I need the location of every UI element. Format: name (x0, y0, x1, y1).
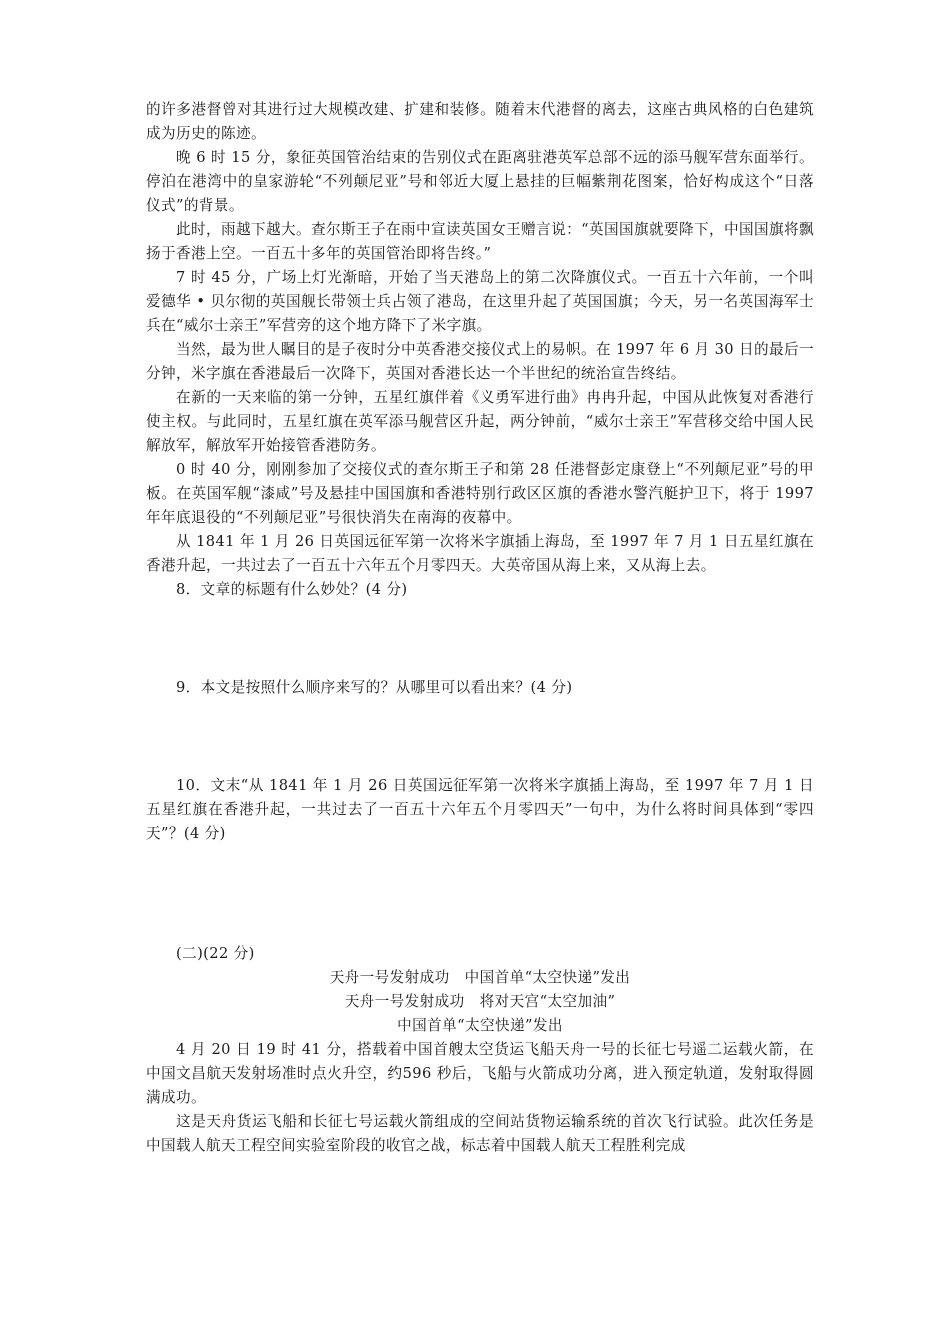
document-page (146, 98, 814, 1158)
question-9: 9．本文是按照什么顺序来写的？从哪里可以看出来？(4 分) (176, 679, 573, 696)
passage-paragraph: 从 1841 年 1 月 26 日英国远征军第一次将米字旗插上海岛，至 1997 年 7 月 1 日五星红旗在香港升起，一共过去了一百五十六年五个月零四天。大英帝国从海上来，又从海上去。 (146, 533, 814, 574)
article-paragraph: 这是天舟货运飞船和长征七号运载火箭组成的空间站货物运输系统的首次飞行试验。此次任务是中国载人航天工程空间实验室阶段的收官之战，标志着中国载人航天工程胜利完成 (146, 1113, 814, 1154)
passage-paragraph: 当然，最为世人瞩目的是子夜时分中英香港交接仪式上的易帜。在 1997 年 6 月 30 日的最后一分钟，米字旗在香港最后一次降下，英国对香港长达一个半世纪的统治宣告终结。 (146, 341, 814, 382)
question-10: 10．文末“从 1841 年 1 月 26 日英国远征军第一次将米字旗插上海岛，至 1997 年 7 月 1 日五星红旗在香港升起，一共过去了一百五十六年五个月零四天”一句中，为什么将时间具体到“零四天”？(4 分) (146, 777, 814, 842)
article-paragraph: 4 月 20 日 19 时 41 分，搭载着中国首艘太空货运飞船天舟一号的长征七号遥二运载火箭，在中国文昌航天发射场准时点火升空，约596 秒后，飞船与火箭成功分离，进入预定轨道，发射取得圆满成功。 (146, 1041, 814, 1106)
question-8: 8．文章的标题有什么妙处？(4 分) (176, 581, 408, 598)
passage-paragraph: 此时，雨越下越大。查尔斯王子在雨中宣读英国女王赠言说：“英国国旗就要降下，中国国旗将飘扬于香港上空。一百五十多年的英国管治即将告终。” (146, 221, 814, 262)
article-title-2: 天舟一号发射成功 将对天宫“太空加油” (344, 993, 616, 1010)
article-title-1: 天舟一号发射成功 中国首单“太空快递”发出 (329, 969, 631, 986)
passage-paragraph: 0 时 40 分，刚刚参加了交接仪式的查尔斯王子和第 28 任港督彭定康登上“不列颠尼亚”号的甲板。在英国军舰“漆咸”号及悬挂中国国旗和香港特别行政区区旗的香港水警汽艇护卫下，将于 1997 年年底退役的“不列颠尼亚”号很快消失在南海的夜幕中。 (146, 461, 814, 526)
passage-paragraph: 的许多港督曾对其进行过大规模改建、扩建和装修。随着末代港督的离去，这座古典风格的白色建筑成为历史的陈迹。 (146, 101, 814, 142)
passage-paragraph: 晚 6 时 15 分，象征英国管治结束的告别仪式在距离驻港英军总部不远的添马舰军营东面举行。停泊在港湾中的皇家游轮“不列颠尼亚”号和邻近大厦上悬挂的巨幅紫荆花图案，恰好构成这个“日落仪式”的背景。 (146, 149, 814, 214)
answer-space (146, 846, 814, 942)
passage-paragraph: 在新的一天来临的第一分钟，五星红旗伴着《义勇军进行曲》冉冉升起，中国从此恢复对香港行使主权。与此同时，五星红旗在英军添马舰营区升起，两分钟前，“威尔士亲王”军营移交给中国人民解放军，解放军开始接管香港防务。 (146, 389, 814, 454)
answer-space (146, 602, 814, 676)
article-title-3: 中国首单“太空快递”发出 (397, 1017, 563, 1034)
answer-space (146, 700, 814, 774)
section-heading: (二)(22 分) (176, 945, 255, 962)
passage-paragraph: 7 时 45 分，广场上灯光渐暗，开始了当天港岛上的第二次降旗仪式。一百五十六年前，一个叫爱德华 • 贝尔彻的英国舰长带领士兵占领了港岛，在这里升起了英国国旗；今天，另一名英国海军士兵在“威尔士亲王”军营旁的这个地方降下了米字旗。 (146, 269, 814, 334)
